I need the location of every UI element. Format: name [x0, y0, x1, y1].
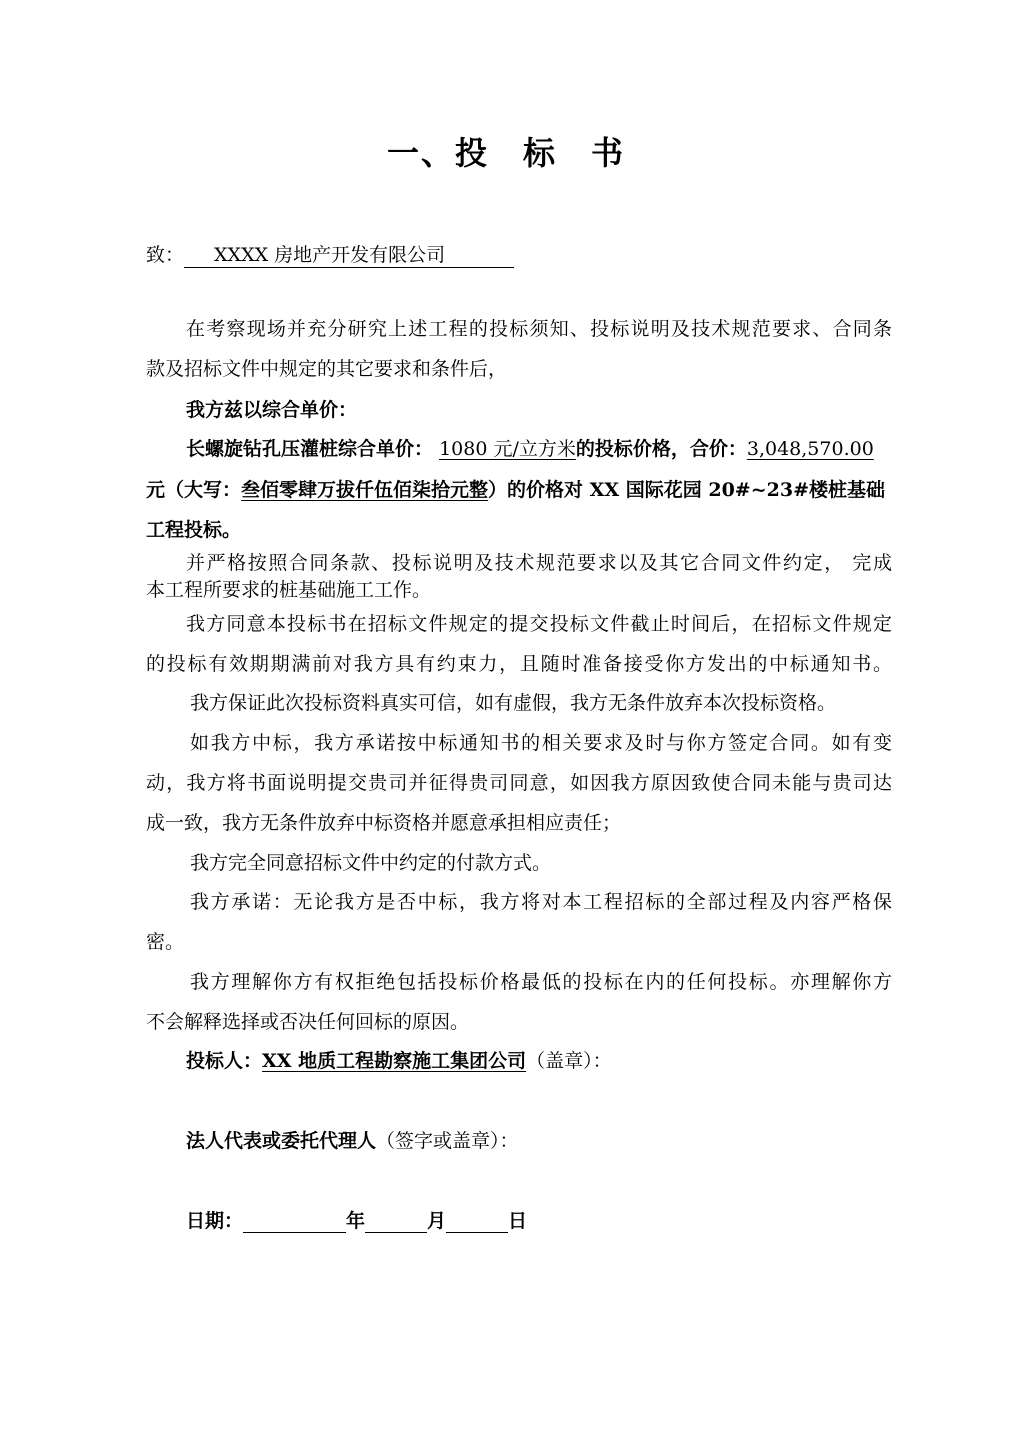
- para-7-line-1: 我方理解你方有权拒绝包括投标价格最低的投标在内的任何投标。亦理解你方: [190, 971, 892, 993]
- recipient-company: XXXX 房地产开发有限公司: [184, 240, 514, 268]
- para-6-line-1: 我方承诺：无论我方是否中标，我方将对本工程招标的全部过程及内容严格保: [190, 891, 892, 913]
- year-blank[interactable]: [243, 1210, 346, 1233]
- representative-line: [186, 1126, 936, 1153]
- month-label: 月: [427, 1210, 447, 1232]
- recipient-line: [146, 240, 896, 268]
- bidder-name: XX 地质工程勘察施工集团公司: [262, 1050, 527, 1072]
- bidder-label: 投标人：: [186, 1050, 263, 1072]
- bidder-line: [186, 1046, 936, 1073]
- bidder-suffix: （盖章）：: [526, 1050, 612, 1072]
- para-2-line-1: 我方同意本投标书在招标文件规定的提交投标文件截止时间后，在招标文件规定: [186, 613, 892, 635]
- para-4-line-2: 动，我方将书面说明提交贵司并征得贵司同意，如因我方原因致使合同未能与贵司达: [146, 772, 892, 794]
- para-5: 我方完全同意招标文件中约定的付款方式。: [190, 852, 552, 874]
- para-7-line-2: 不会解释选择或否决任何回标的原因。: [146, 1011, 470, 1033]
- para-4-line-3: 成一致，我方无条件放弃中标资格并愿意承担相应责任；: [146, 812, 622, 834]
- price-line-2-suffix: ）的价格对 XX 国际花园 20#~23#楼桩基础: [488, 479, 886, 501]
- recipient-label: 致：: [146, 244, 185, 266]
- unit-price: 1080 元/立方米: [439, 438, 576, 460]
- para-1-line-2: 本工程所要求的桩基础施工工作。: [146, 579, 432, 601]
- para-6-line-2: 密。: [146, 931, 185, 953]
- year-label: 年: [346, 1210, 366, 1232]
- total-price-words: 叁佰零肆万拔仟伍佰柒拾元整: [241, 479, 489, 501]
- para-4-line-1: 如我方中标，我方承诺按中标通知书的相关要求及时与你方签定合同。如有变: [190, 732, 892, 754]
- date-line: [186, 1206, 936, 1233]
- document-title: [0, 128, 1012, 174]
- date-label: 日期：: [186, 1210, 244, 1232]
- title-char-3: 书: [591, 134, 626, 172]
- day-label: 日: [508, 1210, 528, 1232]
- title-prefix: 一、投: [386, 134, 489, 172]
- para-3: 我方保证此次投标资料真实可信，如有虚假，我方无条件放弃本次投标资格。: [190, 692, 837, 714]
- intro-line-2: 款及招标文件中规定的其它要求和条件后，: [146, 358, 508, 380]
- para-1-line-1: 并严格按照合同条款、投标说明及技术规范要求以及其它合同文件约定， 完成: [186, 552, 892, 574]
- price-line-3: 工程投标。: [146, 519, 242, 541]
- representative-label: 法人代表或委托代理人: [186, 1130, 377, 1152]
- price-line-2-prefix: 元（大写：: [146, 479, 242, 501]
- para-2-line-2: 的投标有效期期满前对我方具有约束力，且随时准备接受你方发出的中标通知书。: [146, 653, 892, 675]
- price-item-label: 长螺旋钻孔压灌桩综合单价：: [186, 438, 434, 460]
- price-line-1: [186, 434, 892, 461]
- day-blank[interactable]: [446, 1210, 508, 1233]
- representative-suffix: （签字或盖章）：: [376, 1130, 519, 1152]
- title-char-2: 标: [522, 134, 557, 172]
- price-line-2: [146, 475, 896, 502]
- offer-heading: 我方兹以综合单价：: [186, 399, 358, 421]
- intro-line-1: 在考察现场并充分研究上述工程的投标须知、投标说明及技术规范要求、合同条: [186, 318, 892, 340]
- total-price: 3,048,570.00: [746, 438, 874, 460]
- price-mid-text: 的投标价格，合价：: [575, 438, 747, 460]
- month-blank[interactable]: [365, 1210, 427, 1233]
